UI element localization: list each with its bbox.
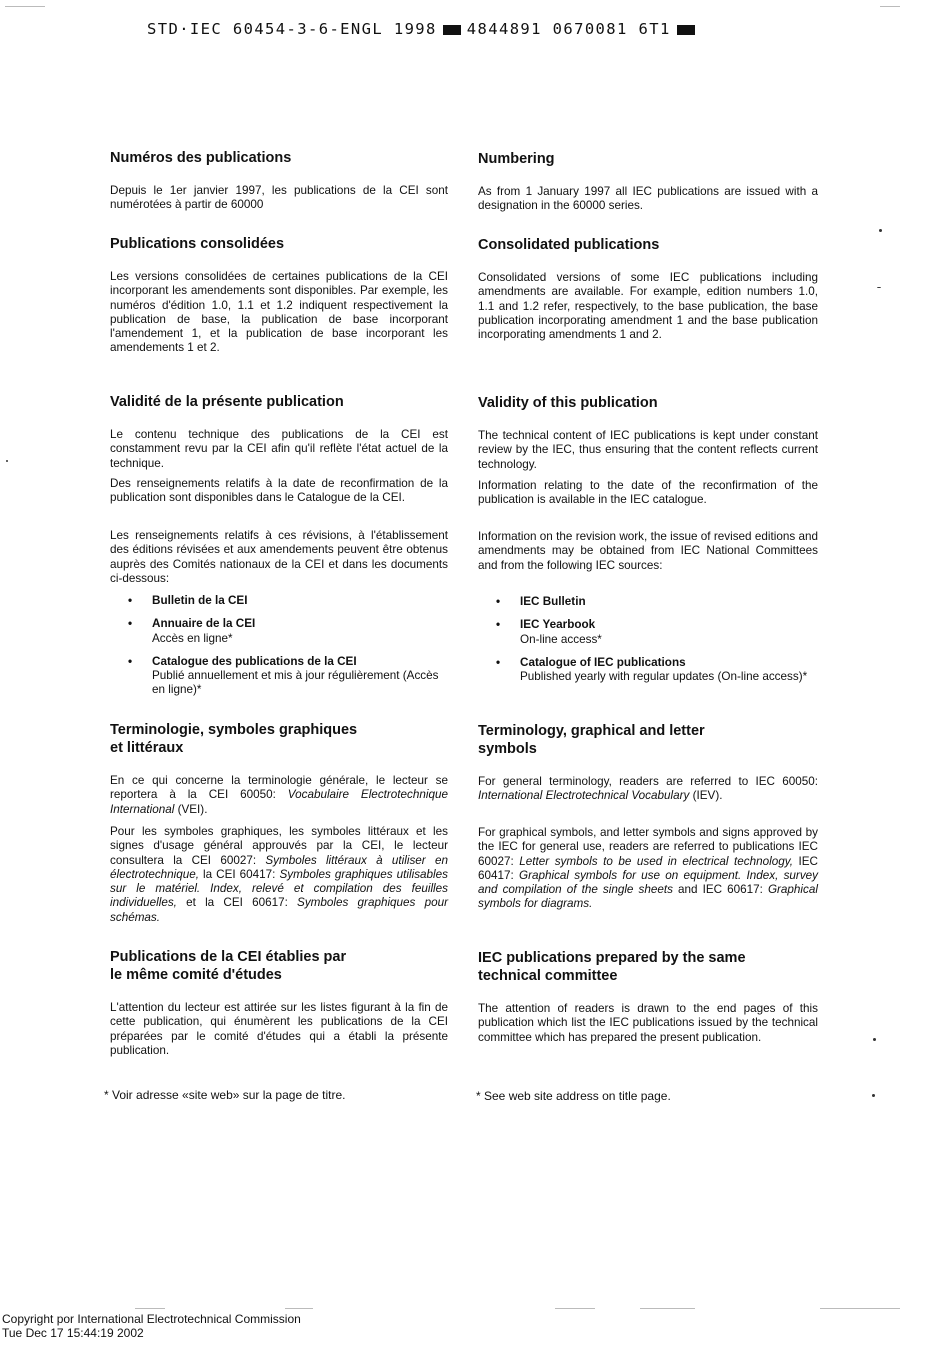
text-run: Graphical symbols for use on equipment. Index, survey and compilation of the single sheets — [478, 868, 819, 897]
text-run: Symboles graphiques utilisables sur le matériel. Index, relevé et compilation des feuilles individuelles, — [110, 867, 448, 910]
section-title: Validité de la présente publication — [110, 394, 344, 410]
document-stamp — [147, 20, 701, 38]
section-title: Numéros des publications — [110, 150, 292, 166]
list-item — [478, 618, 818, 647]
title-line: IEC publications prepared by the same — [478, 950, 746, 966]
list-item — [478, 656, 818, 685]
section-title: Consolidated publications — [478, 237, 660, 253]
section-body: The attention of readers is drawn to the end pages of this publication which list the IEC publications issued by the technical committee which has prepared the present publication. — [478, 1002, 818, 1044]
section-title: Numbering — [478, 151, 555, 167]
title-line: le même comité d'études — [110, 966, 282, 983]
section-body — [110, 825, 448, 925]
text-run: Symboles littéraux à utiliser en électrotechnique, — [110, 853, 448, 881]
section-body: L'attention du lecteur est attirée sur les listes figurant à la fin de cette publication, qui énumèrent les publications de la CEI préparées par le comité d'études qui a établi la présente publication. — [110, 1001, 448, 1057]
text-run: et la CEI 60617: — [176, 896, 298, 910]
scan-line — [5, 6, 45, 7]
section-body — [478, 826, 818, 912]
section-body: Le contenu technique des publications de la CEI est constamment revu par la CEI afin qu'il reflète l'état actuel de la technique. — [110, 428, 448, 470]
scan-line — [555, 1308, 595, 1309]
section-body: The technical content of IEC publications is kept under constant review by the IEC, thus ensuring that the content reflects current technology. — [478, 429, 818, 471]
title-line: Terminology, graphical and letter — [478, 723, 705, 739]
scan-speck — [6, 460, 8, 462]
item-sub: Publié annuellement et mis à jour régulièrement (Accès en ligne)* — [152, 669, 439, 697]
text-run: En ce qui concerne la terminologie générale, le lecteur se reportera à la CEI 60050: — [110, 774, 448, 802]
section-title: Publications consolidées — [110, 236, 285, 252]
section-body: Depuis le 1er janvier 1997, les publications de la CEI sont numérotées à partir de 60000 — [110, 184, 448, 212]
item-title: • IEC Bulletin — [520, 595, 586, 608]
text-run: Letter symbols to be used in electrical technology, — [519, 854, 793, 868]
text-run: For general terminology, readers are referred to IEC 60050: — [478, 775, 818, 788]
text-run: (VEI). — [174, 802, 208, 816]
scan-line — [640, 1308, 695, 1309]
scan-line — [135, 1308, 165, 1309]
title-line: et littéraux — [110, 739, 184, 756]
timestamp: Tue Dec 17 15:44:19 2002 — [2, 1326, 144, 1340]
text-run: Pour les symboles graphiques, les symboles littéraux et les signes d'usage général approuvés par la CEI, le lecteur consultera la CEI 60027: — [110, 825, 448, 867]
stamp-block — [677, 25, 695, 35]
stamp-left: STD·IEC 60454-3-6-ENGL 1998 — [147, 20, 437, 38]
section-body: Des renseignements relatifs à la date de reconfirmation de la publication sont disponibles dans le Catalogue de la CEI. — [110, 477, 448, 505]
section-body: Consolidated versions of some IEC publications including amendments are available. For example, edition numbers 1.0, 1.1 and 1.2 refer, respectively, to the base publication, the base publication incorporating amendment 1 and the base publication incorporating amendments 1 and 2. — [478, 271, 818, 342]
section-body — [110, 774, 448, 817]
scan-speck — [877, 287, 881, 288]
section-body: Information on the revision work, the issue of revised editions and amendments may be obtained from IEC National Committees and from the following IEC sources: — [478, 530, 818, 572]
scan-line — [880, 6, 900, 7]
scan-speck — [873, 1038, 876, 1041]
section-title — [478, 723, 818, 758]
item-sub: Accès en ligne* — [152, 631, 233, 645]
title-line: Publications de la CEI établies par — [110, 949, 347, 965]
item-sub: Published yearly with regular updates (On-line access)* — [520, 670, 808, 684]
text-run: IEC 60417: — [478, 854, 818, 882]
text-run: and IEC 60617: — [672, 883, 768, 897]
item-title: • Catalogue of IEC publications — [520, 655, 686, 669]
source-list — [110, 594, 448, 707]
scan-speck — [879, 229, 882, 232]
item-sub: On-line access* — [520, 632, 602, 646]
section-title — [110, 722, 448, 757]
item-title: • IEC Yearbook — [520, 618, 596, 632]
stamp-block — [443, 25, 461, 35]
title-line: Terminologie, symboles graphiques — [110, 722, 358, 738]
section-body: Les versions consolidées de certaines publications de la CEI incorporant les amendements sont disponibles. Par exemple, les numéros d'édition 1.0, 1.1 et 1.2 indiquent respectivement la publication de base, la publication de base incorporant l'amendement 1, et la publication de base incorporant les amendements 1 et 2. — [110, 270, 448, 355]
footnote-fr: * Voir adresse «site web» sur la page de titre. — [104, 1088, 346, 1102]
scan-speck — [872, 1094, 875, 1097]
text-run: la CEI 60417: — [199, 867, 280, 881]
section-body: As from 1 January 1997 all IEC publications are issued with a designation in the 60000 series. — [478, 185, 818, 213]
title-line: symbols — [478, 740, 537, 757]
section-body — [478, 775, 818, 804]
text-run: International Electrotechnical Vocabulary — [478, 789, 690, 803]
section-title: Validity of this publication — [478, 395, 658, 411]
scan-line — [820, 1308, 900, 1309]
section-body: Information relating to the date of the reconfirmation of the publication is available in the IEC catalogue. — [478, 479, 818, 507]
item-title: • Catalogue des publications de la CEI — [152, 654, 357, 668]
item-title: • Annuaire de la CEI — [152, 617, 256, 631]
section-title — [478, 950, 818, 985]
text-run: Graphical symbols for diagrams. — [478, 883, 818, 911]
stamp-right: 4844891 0670081 6T1 — [466, 20, 671, 38]
item-title: • Bulletin de la CEI — [152, 594, 248, 607]
section-title — [110, 949, 448, 984]
list-item — [478, 595, 818, 609]
list-item — [110, 617, 448, 646]
section-body: Les renseignements relatifs à ces révisions, à l'établissement des éditions révisées et aux amendements peuvent être obtenus auprès des Comités nationaux de la CEI et dans les documents ci-dessous: — [110, 529, 448, 585]
text-run: (IEV). — [689, 789, 723, 803]
copyright-line: Copyright por International Electrotechnical Commission — [2, 1312, 301, 1326]
footnote-en: * See web site address on title page. — [476, 1089, 671, 1103]
list-item — [110, 655, 448, 698]
text-run: For graphical symbols, and letter symbols and signs approved by the IEC for general use, readers are referred to publications IEC 60027: — [478, 826, 818, 868]
list-item — [110, 594, 448, 608]
scan-line — [285, 1308, 313, 1309]
source-list — [478, 595, 818, 693]
text-run: Vocabulaire Electrotechnique International — [110, 788, 448, 816]
text-run: Symboles graphiques pour schémas. — [110, 896, 448, 924]
title-line: technical committee — [478, 967, 618, 984]
copyright-notice — [2, 1312, 301, 1340]
